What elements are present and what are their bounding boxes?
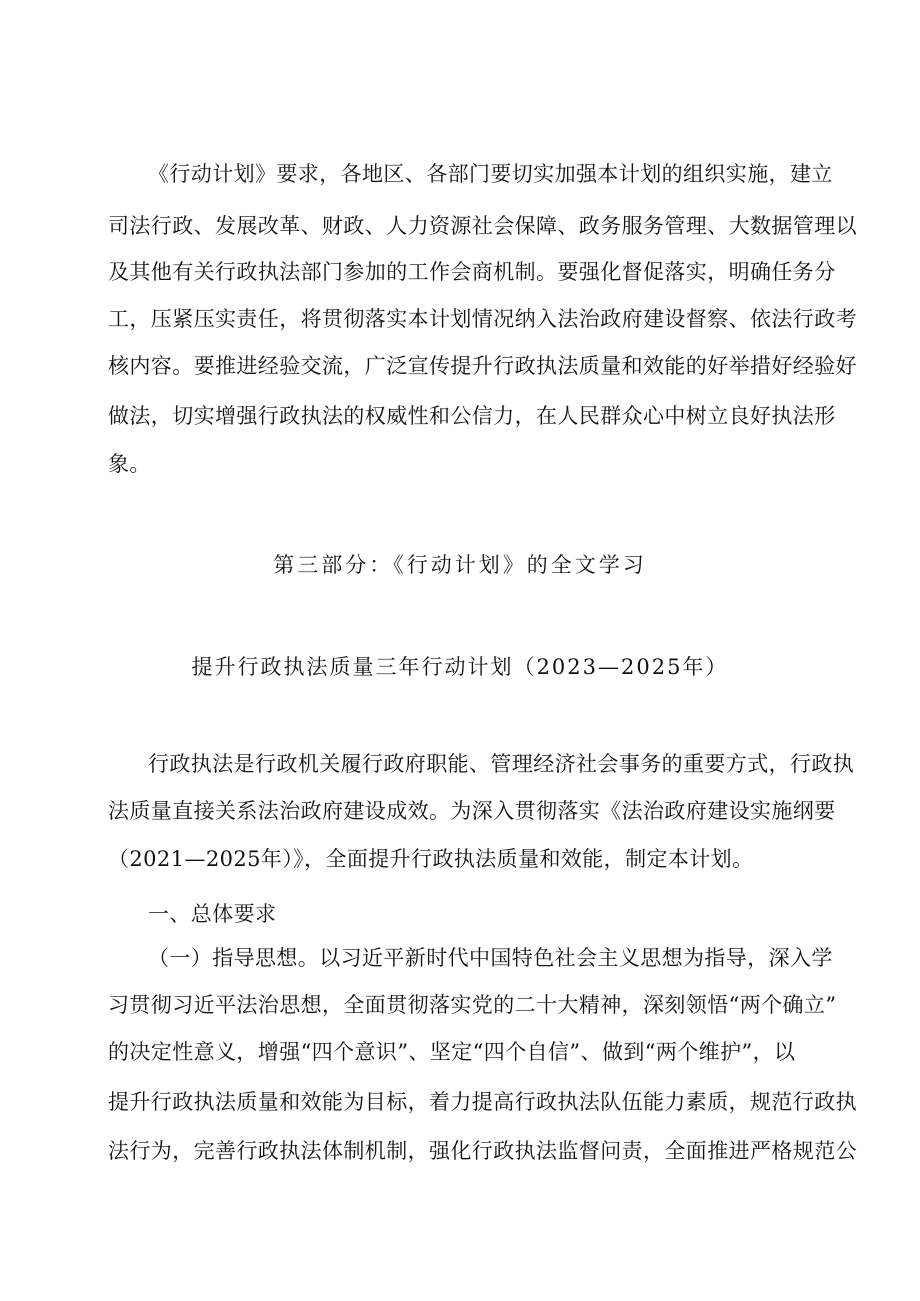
paragraph-line: 法质量直接关系法治政府建设成效。为深入贯彻落实《法治政府建设实施纲要 (108, 799, 836, 823)
paragraph-line: 工，压紧压实责任，将贯彻落实本计划情况纳入法治政府建设督察、依法行政考 (108, 307, 857, 331)
paragraph-line: 象。 (108, 452, 151, 476)
paragraph-line: 习贯彻习近平法治思想，全面贯彻落实党的二十大精神，深刻领悟“两个确立” (108, 993, 837, 1017)
paragraph-line: 核内容。要推进经验交流，广泛宣传提升行政执法质量和效能的好举措好经验好 (108, 354, 857, 378)
paragraph-line: 提升行政执法质量和效能为目标，着力提高行政执法队伍能力素质，规范行政执 (108, 1090, 857, 1114)
paragraph-line: 《行动计划》要求，各地区、各部门要切实加强本计划的组织实施，建立 (148, 162, 833, 186)
paragraph-line: （一）指导思想。以习近平新时代中国特色社会主义思想为指导，深入学 (148, 946, 833, 970)
paragraph-line: 法行为，完善行政执法体制机制，强化行政执法监督问责，全面推进严格规范公 (108, 1139, 857, 1163)
section1-heading: 一、总体要求 (148, 902, 277, 926)
plan-title: 提升行政执法质量三年行动计划（2023—2025年） (191, 655, 729, 679)
paragraph-line: （2021—2025年）》，全面提升行政执法质量和效能，制定本计划。 (108, 847, 754, 871)
paragraph-line: 司法行政、发展改革、财政、人力资源社会保障、政务服务管理、大数据管理以 (108, 214, 857, 238)
section-heading: 第三部分：《行动计划》的全文学习 (273, 553, 647, 577)
paragraph-line: 及其他有关行政执法部门参加的工作会商机制。要强化督促落实，明确任务分 (108, 260, 836, 284)
paragraph-line: 的决定性意义，增强“四个意识”、坚定“四个自信”、做到“两个维护”，以 (108, 1040, 796, 1064)
paragraph-line: 行政执法是行政机关履行政府职能、管理经济社会事务的重要方式，行政执 (148, 752, 855, 776)
paragraph-line: 做法，切实增强行政执法的权威性和公信力，在人民群众心中树立良好执法形 (108, 404, 836, 428)
